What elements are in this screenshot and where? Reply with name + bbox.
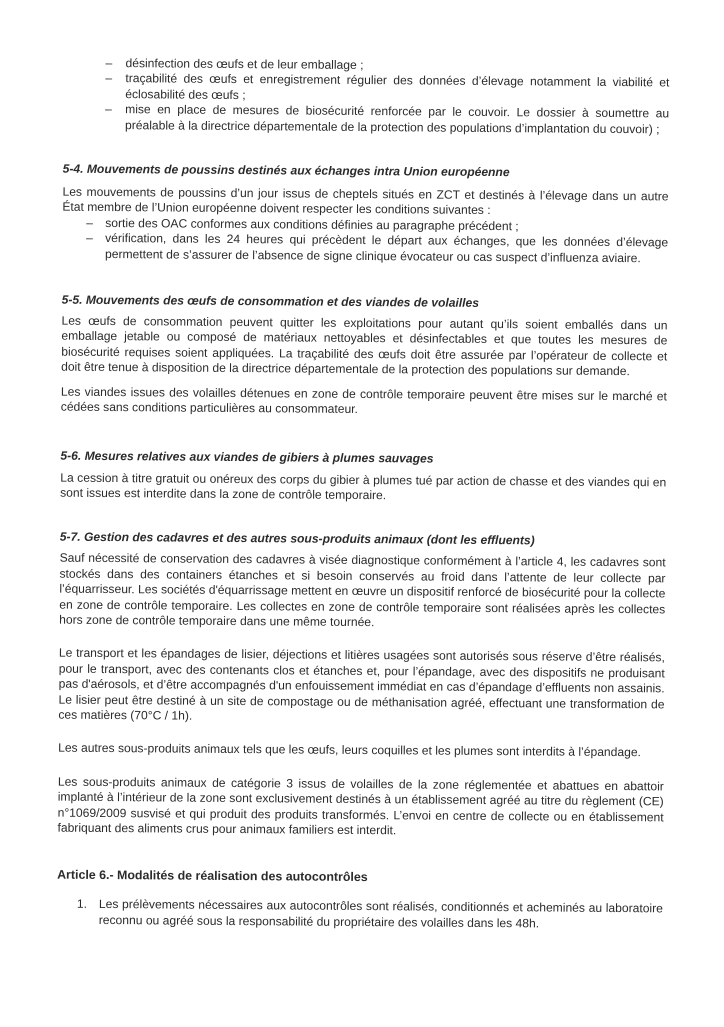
conditions-list (62, 215, 668, 266)
list-item: – mise en place de mesures de biosécurité renforcée par le couvoir. Le dossier à soumettre au préalable à la directrice départementale de la protection des populations d’implantation du couvoir) ; (63, 102, 669, 138)
section-heading-5-6: 5-6. Mesures relatives aux viandes de gibiers à plumes sauvages (60, 448, 434, 466)
paragraph: Les viandes issues des volailles détenues en zone de contrôle temporaire peuvent être mises sur le marché et cédées sans conditions particulières au consommateur. (60, 384, 667, 417)
paragraph: Les œufs de consommation peuvent quitter les exploitations pour autant qu’ils soient emballés dans un emballage jetable ou composé de matériaux nettoyables et désinfectables et que toutes les mesures de biosécurité requises soient appliquées. La traçabilité des œufs doit être assurée par l’opérateur de collecte et doit être tenue à disposition de la directrice départementale de la protection des populations sur demande. (61, 313, 668, 379)
paragraph: Les sous-produits animaux de catégorie 3 issus de volailles de la zone réglementée et abattues en abattoir implanté à l’intérieur de la zone sont exclusivement destinés à un établissement agréé au titre du règlement (CE) n°1069/2009 susvisé et qui produit des produits transformés. L’envoi en centre de collecte ou en établissement fabriquant des aliments crus pour animaux familiers est interdit. (57, 774, 664, 838)
paragraph: Les autres sous-produits animaux tels que les œufs, leurs coquilles et les plumes sont interdits à l’épandage. (58, 740, 642, 760)
section-heading-5-7: 5-7. Gestion des cadavres et des autres sous-produits animaux (dont les effluents) (59, 529, 535, 548)
paragraph: Les mouvements de poussins d’un jour issus de cheptels situés en ZCT et destinés à l’élevage dans un autre État membre de l’Union européenne doivent respecter les conditions suivantes : (62, 184, 669, 218)
item-text: Les prélèvements nécessaires aux autocontrôles sont réalisés, conditionnés et acheminés au laboratoire reconnu ou agréé sous la responsabilité du propriétaire des volailles dans les 48h. (98, 897, 663, 931)
article-heading-6: Article 6.- Modalités de réalisation des autocontrôles (57, 868, 368, 885)
list-item: – sortie des OAC conformes aux conditions définies au paragraphe précédent ; (62, 215, 668, 235)
paragraph: Sauf nécessité de conservation des cadavres à visée diagnostique conformément à l’article 4, les cadavres sont stockés dans des containers étanches et si besoin conservés au froid dans l’attente de leur collecte par l’équarrisseur. Les sociétés d'équarrissage mettent en œuvre un dispositif renforcé de biosécurité pour la collecte en zone de contrôle temporaire. Les collectes en zone de contrôle temporaire sont réalisées après les collectes hors zone de contrôle temporaire dans une même tournée. (59, 550, 666, 630)
item-number: 1. (76, 897, 88, 912)
list-item: – vérification, dans les 24 heures qui précèdent le départ aux échanges, que les données d’élevage permettent de s’assurer de l’absence de signe clinique évocateur ou cas suspect d’influenza aviaire. (62, 231, 668, 267)
intro-list (63, 56, 670, 138)
paragraph: Le transport et les épandages de lisier, déjections et litières usagées sont autorisés sous réserve d’être réalisés, pour le transport, avec des contenants clos et étanches et, pour l’épandage, avec des dispositifs ne produisant pas d'aérosols, et d’être accompagnés d'un enfouissement immédiat en cas d’épandage d’effluents non assainis. Le lisier peut être destiné à un site de compostage ou de méthanisation agréé, effectuant une transformation de ces matières (70°C / 1h). (58, 645, 665, 723)
numbered-item (57, 897, 663, 933)
paragraph: La cession à titre gratuit ou onéreux des corps du gibier à plumes tué par action de chasse et des viandes qui en sont issues est interdite dans la zone de contrôle temporaire. (60, 470, 667, 503)
section-heading-5-5: 5-5. Mouvements des œufs de consommation et des viandes de volailles (61, 292, 480, 310)
section-heading-5-4: 5-4. Mouvements de poussins destinés aux échanges intra Union européenne (62, 161, 510, 180)
list-item: – traçabilité des œufs et enregistrement régulier des données d’élevage notamment la viabilité et éclosabilité des œufs ; (63, 71, 669, 107)
list-item: – désinfection des œufs et de leur emballage ; (63, 56, 669, 76)
